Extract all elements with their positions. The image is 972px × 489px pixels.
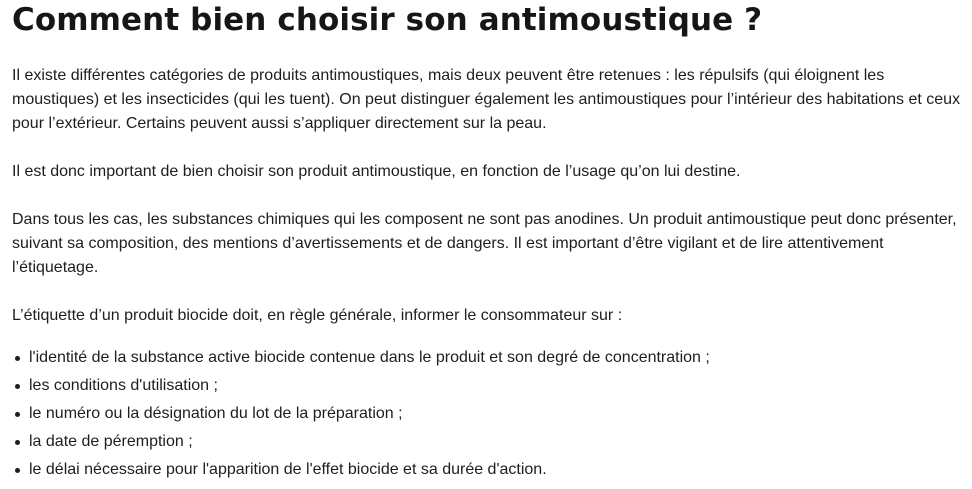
label-intro-paragraph: L’étiquette d’un produit biocide doit, en règle générale, informer le consommateur sur : [12, 307, 623, 324]
label-info-list [12, 344, 972, 484]
list-item: l'identité de la substance active biocide contenue dans le produit et son degré de concentration ; [12, 344, 972, 372]
list-item: la date de péremption ; [12, 428, 972, 456]
choice-paragraph: Il est donc important de bien choisir son produit antimoustique, en fonction de l’usage qu’on lui destine. [12, 163, 741, 180]
list-item: les conditions d'utilisation ; [12, 372, 972, 400]
intro-paragraph: Il existe différentes catégories de produits antimoustiques, mais deux peuvent être retenues : les répulsifs (qui éloignent les moustiques) et les insecticides (qui les tuent). On peut distinguer également les antimoustiques pour l’intérieur des habitations et ceux pour l’extérieur. Certains peuvent aussi s’appliquer directement sur la peau. [12, 67, 961, 132]
page-title: Comment bien choisir son antimoustique ? [12, 2, 763, 38]
list-item: le numéro ou la désignation du lot de la préparation ; [12, 400, 972, 428]
warning-paragraph: Dans tous les cas, les substances chimiques qui les composent ne sont pas anodines. Un produit antimoustique peut donc présenter, suivant sa composition, des mentions d’avertissements et de dangers. Il est important d’être vigilant et de lire attentivement l’étiquetage. [12, 211, 957, 276]
list-item: le délai nécessaire pour l'apparition de l'effet biocide et sa durée d'action. [12, 456, 972, 484]
